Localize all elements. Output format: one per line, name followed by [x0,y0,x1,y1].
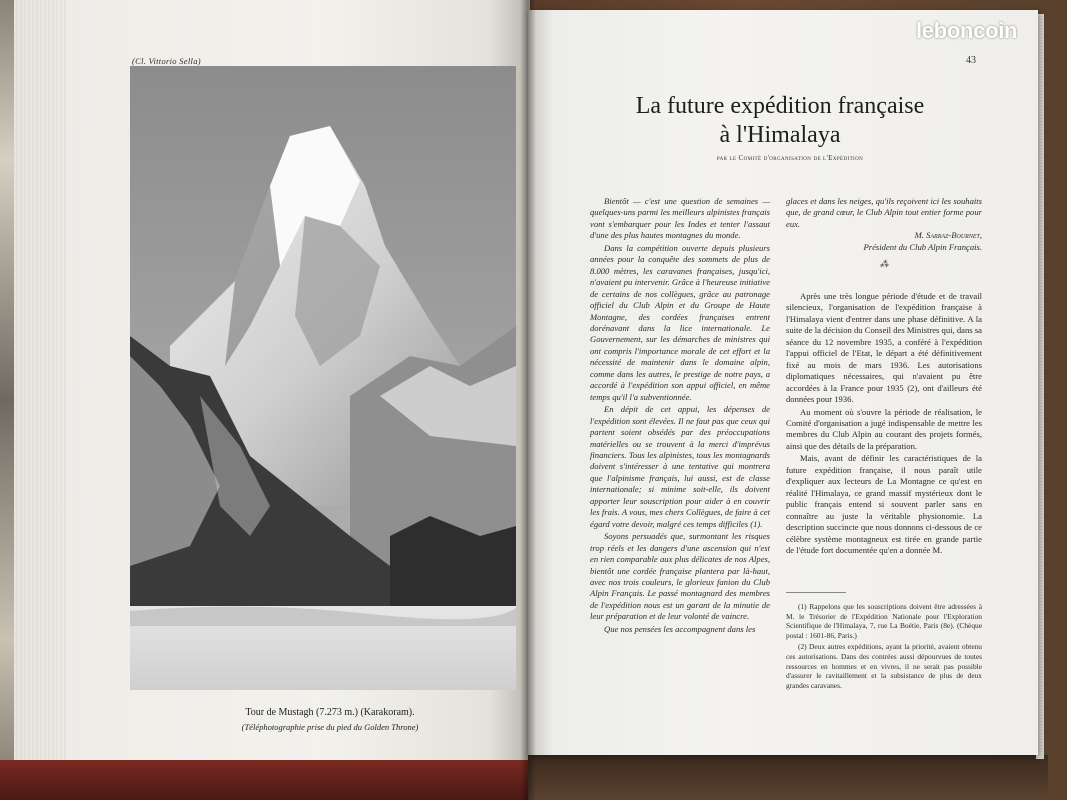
page-number: 43 [966,55,976,66]
article-title-line-2: à l'Himalaya [719,122,841,148]
article-title-line-1: La future expédition française [635,93,925,119]
mountain-photograph [130,66,516,690]
article-byline: par le Comité d'organisation de l'Expédition [716,154,864,162]
article-column-2-intro [786,196,982,279]
signature-title: Président du Club Alpin Français. [863,241,982,252]
footnotes [786,602,982,692]
paragraph: Au moment où s'ouvre la période de réalisation, le Comité d'organisation a jugé indispensable de mettre les membres du Club Alpin au courant des projets formés, ainsi que des détails de la préparation. [786,406,982,451]
paragraph: Mais, avant de définir les caractéristiques de la future expédition française, il nous paraît utile d'expliquer aux lecteurs de La Montagne ce qu'est en réalité l'Himalaya, ce grand massif mystérieux dont le public français entend si souvent parler sans en connaître au juste la véritable physionomie. La description succincte que nous donnons ci-dessous de ce célèbre système montagneux est tirée en grande partie de l'étude fort documentée qu'en a donnée M. [786,453,982,555]
book-cover [0,760,540,800]
article-column-2 [786,291,982,556]
book-gutter [520,0,536,800]
table-bottom [528,755,1048,800]
ornament-icon: ⁂ [879,259,889,270]
paragraph: Que nos pensées les accompagnent dans les [604,623,756,634]
signature-name: M. Sarraz-Bournet, [914,230,982,241]
article-column-1 [590,196,770,635]
photo-credit: (Cl. Vittorio Sella) [132,56,201,66]
photo-caption: Tour de Mustagh (7.273 m.) (Karakoram). [245,707,415,718]
paragraph: Dans la compétition ouverte depuis plusieurs années pour la conquête des sommets de plus de 8.000 mètres, les caravanes françaises, jusqu'ici, n'avaient pu intervenir. Grâce à l'heureuse initiative de certains de nos collègues, grâce au patronage officiel du Club Alpin et du Groupe de Haute Montagne, des cordées françaises entrent dorénavant dans la lice internationale. Le Gouvernement, sur les démarches de ministres qui ont compris l'importance morale de cet effort et la nécessité de maintenir dans le domaine alpin, comme dans les autres, le prestige de notre pays, a accordé à l'expédition son appui officiel, en même temps qu'il l'a subventionnée. [590,242,770,402]
photo-caption-subtitle: (Téléphotographie prise du pied du Golden Throne) [241,722,419,732]
page-stack-edge [14,0,66,770]
paragraph: En dépit de cet appui, les dépenses de l'expédition sont élevées. Il ne faut pas que ceux qui partent soient obsédés par des préoccupations matérielles ou se trouvent à la merci d'imprévus financiers. Tous les alpinistes, tous les montagnards doivent s'intéresser à une tentative qui montrera que l'alpinisme français, lui aussi, est de classe internationale; si minime soit-elle, ils doivent apporter leur souscription pour aider à en couvrir les frais. A vous, mes chers Collègues, de faire à cet égard votre devoir, malgré ces temps difficiles (1). [590,404,770,529]
footnote-divider [786,592,846,593]
footnote: (1) Rappelons que les souscriptions doivent être adressées à M. le Trésorier de l'Expédition Nationale pour l'Exploration Scientifique de l'Himalaya, 7, rue La Boétie, Paris (8e). (Chèque postal : 1601-86, Paris.) [786,602,982,640]
paragraph: glaces et dans les neiges, qu'ils reçoivent ici les souhaits que, de grand cœur, le Club Alpin tout entier forme pour eux. [786,196,982,229]
paragraph: Après une très longue période d'étude et de travail silencieux, l'organisation de l'expédition française à l'Himalaya vient d'entrer dans une phase définitive. A la suite de la décision du Conseil des Ministres qui, dans sa séance du 12 novembre 1935, a conféré à l'expédition l'appui officiel de l'Etat, le départ a été définitivement fixé au mois de mars 1936. Les autorisations diplomatiques nécessaires, qui n'avaient pu être accordées à la France pour 1935 (2), ont d'ailleurs été données pour 1936. [786,291,982,405]
paragraph: Bientôt — c'est une question de semaines — quelques-uns parmi les meilleurs alpinistes français vont s'embarquer pour les Indes et tenter l'assaut d'une des plus hautes montagnes du monde. [590,196,770,241]
article-title [600,92,960,150]
footnote: (2) Deux autres expéditions, ayant la priorité, avaient obtenu ces autorisations. Dans des contrées aussi dépourvues de toutes ressources en hommes et en vivres, il ne serait pas possible d'assurer le ravitaillement et la subsistance de plus de deux grandes caravanes. [786,642,982,690]
leboncoin-logo: leboncoin [916,18,1018,43]
paragraph: Soyons persuadés que, surmontant les risques trop réels et les dangers d'une ascension qui n'est en rien comparable aux plus délicates de nos Alpes, bientôt une cordée française plantera par là-haut, avec nos trois couleurs, le glorieux fanion du Club Alpin Français. Le passé montagnard des membres de l'expédition nous est un garant de la minutie de leur préparation et de leur volonté de vaincre. [590,531,770,622]
left-cover-edge [0,0,14,800]
mountain-photo-svg [130,66,516,690]
